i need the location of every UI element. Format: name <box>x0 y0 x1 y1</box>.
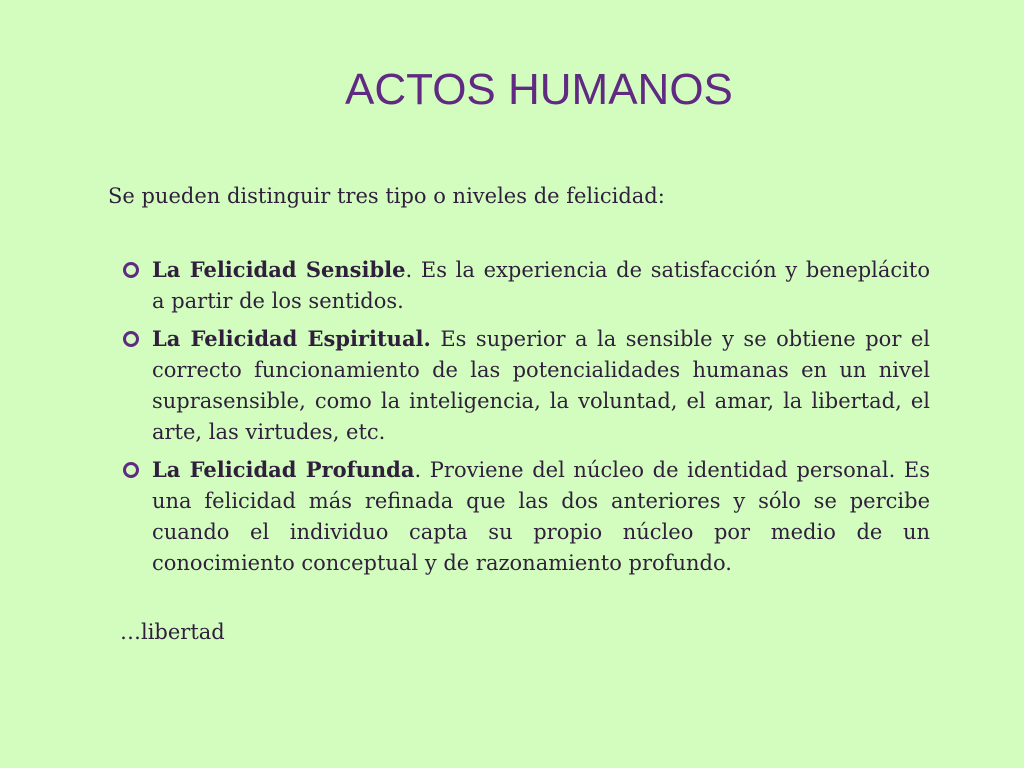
bullet-item-espiritual <box>122 323 930 448</box>
intro-text: Se pueden distinguir tres tipo o niveles de felicidad: <box>108 184 665 208</box>
bullet-term: La Felicidad Profunda <box>152 457 415 482</box>
ring-bullet-icon <box>122 461 140 479</box>
bullet-term: La Felicidad Espiritual. <box>152 326 431 351</box>
bullet-term-suffix: . <box>405 258 413 282</box>
bullet-text: Es superior a la sensible y se obtiene por el correcto funcionamiento de las potencialidades humanas en un nivel suprasensible, como la inteligencia, la voluntad, el amar, la libertad, el arte, las virtudes, etc. <box>152 327 930 444</box>
bullet-term-suffix: . <box>414 458 422 482</box>
slide-title: ACTOS HUMANOS <box>345 65 733 114</box>
bullet-list <box>122 254 930 585</box>
bullet-text: Proviene del núcleo de identidad personal. Es una felicidad más refinada que las dos anteriores y sólo se percibe cuando el individuo capta su propio núcleo por medio de un conocimiento conceptual y de razonamiento profundo. <box>152 458 930 575</box>
ring-bullet-icon <box>122 261 140 279</box>
footer-text: …libertad <box>120 620 225 644</box>
ring-bullet-icon <box>122 330 140 348</box>
bullet-term: La Felicidad Sensible <box>152 257 406 282</box>
bullet-item-sensible <box>122 254 930 317</box>
bullet-item-profunda <box>122 454 930 579</box>
bullet-text: Es la experiencia de satisfacción y beneplácito a partir de los sentidos. <box>152 258 930 313</box>
